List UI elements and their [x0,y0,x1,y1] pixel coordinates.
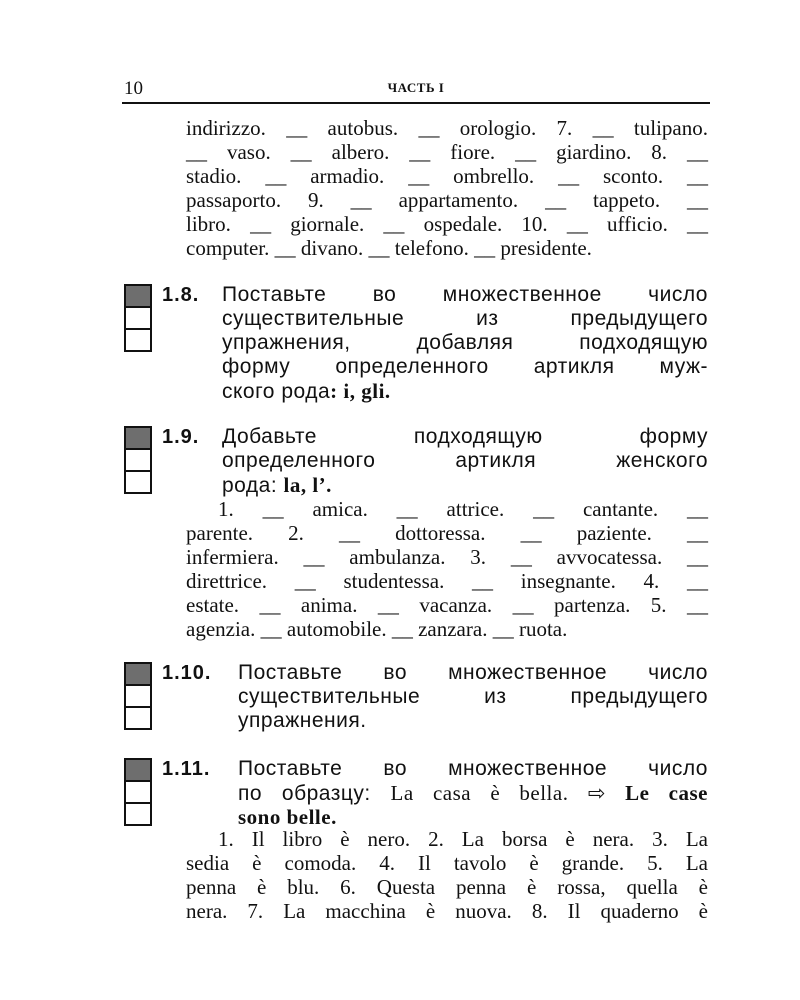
exercise-text-line: Добавьте подходящую форму [222,425,708,448]
continuation-line: computer. __ divano. __ telefono. __ presidente. [186,236,592,260]
exercise-text: по образцу: [238,782,391,805]
exercise-text: ского рода [222,380,331,403]
exercise-text-line: Поставьте во множественное число [238,661,708,684]
difficulty-marker-icon [124,284,150,352]
running-head: ЧАСТЬ I [387,80,445,95]
difficulty-marker-icon [124,758,150,826]
continuation-line: libro. __ giornale. __ ospedale. 10. __ ufficio. __ [186,212,708,236]
page-header [122,76,710,104]
item-line: 1. Il libro è nero. 2. La borsa è nera. 3. La [218,827,708,851]
exercise-text: рода: [222,474,284,497]
example-answer: Le case [605,781,708,805]
item-line: sedia è comoda. 4. Il tavolo è grande. 5. La [186,851,708,875]
item-line: infermiera. __ ambulanza. 3. __ avvocatessa. __ [186,545,708,569]
item-line: agenzia. __ automobile. __ zanzara. __ ruota. [186,617,568,641]
item-line: penna è blu. 6. Questa penna è rossa, quella è [186,875,708,899]
exercise-text-line: Поставьте во множественное число [238,757,708,780]
exercise-text-line: определенного артикля женского [222,449,708,472]
exercise-number: 1.9. [162,426,200,448]
difficulty-marker-icon [124,426,150,494]
exercise-text-line: упражнения. [238,709,367,732]
continuation-line: indirizzo. __ autobus. __ orologio. 7. __ tulipano. [186,116,708,140]
exercise-number: 1.8. [162,284,200,306]
articles: la, l’. [283,473,332,497]
continuation-line: stadio. __ armadio. __ ombrello. __ sconto. __ [186,164,708,188]
exercise-text-line: упражнения, добавляя подходящую [222,331,708,354]
exercise-text-line: форму определенного артикля муж- [222,355,708,378]
item-line: 1. __ amica. __ attrice. __ cantante. __ [218,497,708,521]
continuation-line: passaporto. 9. __ appartamento. __ tappeto. __ [186,188,708,212]
example-answer: sono belle. [238,805,337,829]
exercise-text-line [238,781,708,806]
item-line: estate. __ anima. __ vacanza. __ partenza. 5. __ [186,593,708,617]
difficulty-marker-icon [124,662,150,730]
page-number: 10 [124,78,143,99]
continuation-line: __ vaso. __ albero. __ fiore. __ giardino. 8. __ [186,140,708,164]
arrow-icon: ⇨ [587,782,606,805]
exercise-text-line: Поставьте во множественное число [222,283,708,306]
item-line: parente. 2. __ dottoressa. __ paziente. __ [186,521,708,545]
exercise-number: 1.11. [162,758,211,780]
exercise-text-line: существительные из предыдущего [238,685,708,708]
exercise-text-line [222,379,708,404]
exercise-text-line [222,473,708,498]
example-sentence: La casa è bella. [390,781,588,805]
exercise-number: 1.10. [162,662,212,684]
exercise-text-line: существительные из предыдущего [222,307,708,330]
item-line: direttrice. __ studentessa. __ insegnante. 4. __ [186,569,708,593]
item-line: nera. 7. La macchina è nuova. 8. Il quaderno è [186,899,708,923]
articles: : i, gli. [330,379,391,403]
